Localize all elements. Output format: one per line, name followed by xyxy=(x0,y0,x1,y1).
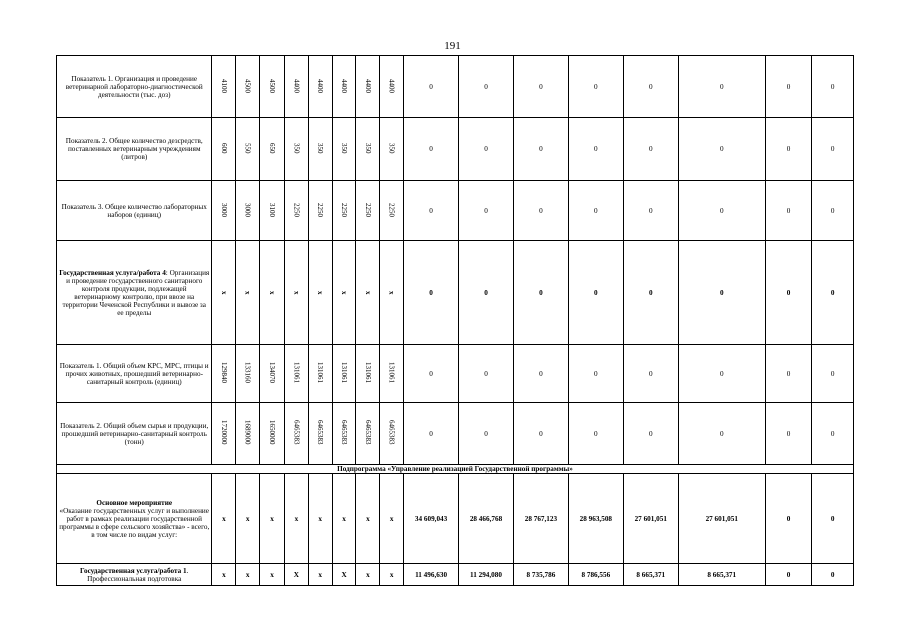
table-cell: 0 xyxy=(678,345,765,403)
table-cell: 27 601,051 xyxy=(678,474,765,564)
table-cell: 8 786,556 xyxy=(568,564,623,586)
table-row xyxy=(57,241,854,345)
vertical-value: 4400 xyxy=(292,78,301,93)
table-cell: 0 xyxy=(765,181,812,241)
table-cell: 0 xyxy=(568,56,623,118)
table-cell: 0 xyxy=(513,345,568,403)
table-cell: x xyxy=(284,474,308,564)
vertical-value: 133160 xyxy=(243,362,252,383)
activity-description: «Оказание государственных услуг и выполнение работ в рамках реализации государственной программы в сфере сельского хозяйства» - всего, в том числе по видам услуг: xyxy=(59,506,210,539)
vertical-value: 1720000 xyxy=(219,420,228,445)
vertical-value: 4400 xyxy=(363,78,372,93)
table-cell: 0 xyxy=(459,345,514,403)
table-cell: 0 xyxy=(765,118,812,181)
table-row xyxy=(57,474,854,564)
table-cell: 0 xyxy=(765,345,812,403)
table-cell: 0 xyxy=(404,56,459,118)
table-row xyxy=(57,118,854,181)
vertical-value: 6465383 xyxy=(387,420,396,445)
row-label xyxy=(57,564,212,586)
activity-title: Основное мероприятие xyxy=(96,498,173,507)
table-cell: X xyxy=(332,564,356,586)
table-cell: 34 609,043 xyxy=(404,474,459,564)
table-cell: 0 xyxy=(812,56,854,118)
vertical-value: x xyxy=(292,291,301,295)
vertical-value: 600 xyxy=(219,142,228,154)
vertical-value: 4400 xyxy=(316,78,325,93)
vertical-value: x xyxy=(340,291,349,295)
table-row xyxy=(57,465,854,474)
subprogram-title: Подпрограмма «Управление реализацией Государственной программы» xyxy=(57,465,854,474)
table-cell: 8 665,371 xyxy=(678,564,765,586)
vertical-value: 4500 xyxy=(268,78,277,93)
table-cell: 0 xyxy=(678,241,765,345)
vertical-value: 550 xyxy=(243,142,252,154)
row-label: Показатель 1. Организация и проведение ветеринарной лабораторно-диагностической деятельности (тыс. доз) xyxy=(57,56,212,118)
vertical-value: 4500 xyxy=(243,78,252,93)
table-cell: x xyxy=(308,564,332,586)
table-cell: 0 xyxy=(765,564,812,586)
table-cell: 0 xyxy=(678,118,765,181)
table-cell: 0 xyxy=(678,403,765,465)
table-cell: x xyxy=(308,474,332,564)
table-cell: 0 xyxy=(812,241,854,345)
row-label: Показатель 3. Общее количество лабораторных наборов (единиц) xyxy=(57,181,212,241)
table-cell: 28 963,508 xyxy=(568,474,623,564)
page-number: 191 xyxy=(444,40,461,52)
row-label xyxy=(57,241,212,345)
table-cell: x xyxy=(212,564,236,586)
vertical-value: x xyxy=(243,291,252,295)
table-cell: 27 601,051 xyxy=(623,474,678,564)
table-cell: 0 xyxy=(513,241,568,345)
table-cell: 0 xyxy=(765,56,812,118)
table-cell: x xyxy=(236,474,260,564)
row-label xyxy=(57,474,212,564)
service-description: . Профессиональная подготовка xyxy=(87,566,189,583)
vertical-value: 3000 xyxy=(219,202,228,217)
vertical-value: 350 xyxy=(340,142,349,154)
table-cell: 0 xyxy=(623,56,678,118)
table-cell: x xyxy=(332,474,356,564)
table-cell: 0 xyxy=(459,118,514,181)
table-cell: 0 xyxy=(568,403,623,465)
table-cell: 0 xyxy=(568,181,623,241)
budget-table xyxy=(56,55,854,586)
table-row xyxy=(57,345,854,403)
table-cell: 0 xyxy=(459,241,514,345)
vertical-value: 131061 xyxy=(363,362,372,383)
table-cell: 0 xyxy=(812,474,854,564)
vertical-value: 6465383 xyxy=(316,420,325,445)
table-cell: x xyxy=(356,564,380,586)
table-cell: 0 xyxy=(568,241,623,345)
vertical-value: 6465383 xyxy=(363,420,372,445)
table-cell: 0 xyxy=(513,118,568,181)
vertical-value: x xyxy=(219,291,228,295)
vertical-value: x xyxy=(363,291,372,295)
table-cell: 0 xyxy=(812,118,854,181)
table-cell: x xyxy=(380,564,404,586)
table-cell: x xyxy=(260,474,285,564)
table-cell: x xyxy=(380,474,404,564)
table-cell: 0 xyxy=(812,564,854,586)
table-row xyxy=(57,56,854,118)
table-cell: 0 xyxy=(459,181,514,241)
vertical-value: 4100 xyxy=(219,78,228,93)
vertical-value: 134070 xyxy=(268,362,277,383)
table-cell: 28 767,123 xyxy=(513,474,568,564)
table-cell: 0 xyxy=(623,345,678,403)
table-cell: 0 xyxy=(513,56,568,118)
vertical-value: 2250 xyxy=(387,202,396,217)
table-cell: x xyxy=(260,564,285,586)
table-cell: 0 xyxy=(404,345,459,403)
table-cell: 0 xyxy=(404,403,459,465)
vertical-value: 131061 xyxy=(387,362,396,383)
table-cell: 0 xyxy=(623,118,678,181)
table-row xyxy=(57,181,854,241)
table-cell: x xyxy=(236,564,260,586)
table-cell: 0 xyxy=(623,241,678,345)
vertical-value: 350 xyxy=(316,142,325,154)
vertical-value: 6465383 xyxy=(292,420,301,445)
vertical-value: 350 xyxy=(292,142,301,154)
table-cell: 0 xyxy=(765,474,812,564)
vertical-value: 350 xyxy=(363,142,372,154)
table-cell: 11 496,630 xyxy=(404,564,459,586)
vertical-value: 3100 xyxy=(268,202,277,217)
table-cell: 0 xyxy=(623,403,678,465)
table-cell: 0 xyxy=(678,56,765,118)
service-title: Государственная услуга/работа 1 xyxy=(80,566,187,575)
table-cell: 0 xyxy=(568,345,623,403)
table-cell: x xyxy=(212,474,236,564)
vertical-value: 6465383 xyxy=(340,420,349,445)
vertical-value: 2250 xyxy=(363,202,372,217)
table-cell: 0 xyxy=(812,181,854,241)
table-cell: x xyxy=(356,474,380,564)
vertical-value: 350 xyxy=(387,142,396,154)
table-cell: 8 735,786 xyxy=(513,564,568,586)
table-cell: 0 xyxy=(404,181,459,241)
table-cell: 0 xyxy=(404,118,459,181)
table-row xyxy=(57,403,854,465)
vertical-value: 131061 xyxy=(316,362,325,383)
service-description: : Организация и проведение государственного санитарного контроля продукции, подлежащей ветеринарному контролю, при ввозе на территории Чеченской Республики и вывозе за ее пределы xyxy=(62,268,210,317)
table-cell: 0 xyxy=(513,403,568,465)
vertical-value: 2250 xyxy=(340,202,349,217)
row-label: Показатель 1. Общий объем КРС, МРС, птицы и прочих животных, прошедший ветеринарно-санитарный контроль (единиц) xyxy=(57,345,212,403)
vertical-value: x xyxy=(387,291,396,295)
vertical-value: 650 xyxy=(268,142,277,154)
table-cell: 0 xyxy=(765,403,812,465)
table-cell: 0 xyxy=(459,403,514,465)
vertical-value: 2250 xyxy=(292,202,301,217)
vertical-value: 1689000 xyxy=(243,420,252,445)
vertical-value: x xyxy=(268,291,277,295)
service-title: Государственная услуга/работа 4 xyxy=(59,268,166,277)
vertical-value: 131061 xyxy=(340,362,349,383)
table-cell: 11 294,080 xyxy=(459,564,514,586)
table-cell: 0 xyxy=(404,241,459,345)
vertical-value: 3000 xyxy=(243,202,252,217)
table-cell: 0 xyxy=(812,345,854,403)
table-cell: 0 xyxy=(678,181,765,241)
table-cell: 0 xyxy=(459,56,514,118)
vertical-value: 1650000 xyxy=(268,420,277,445)
table-cell: 0 xyxy=(812,403,854,465)
row-label: Показатель 2. Общий объем сырья и продукции, прошедший ветеринарно-санитарный контроль (тонн) xyxy=(57,403,212,465)
table-cell: X xyxy=(284,564,308,586)
row-label: Показатель 2. Общее количество дезсредств, поставленных ветеринарным учреждениям (литров) xyxy=(57,118,212,181)
table-cell: 28 466,768 xyxy=(459,474,514,564)
table-cell: 8 665,371 xyxy=(623,564,678,586)
vertical-value: x xyxy=(316,291,325,295)
table-cell: 0 xyxy=(623,181,678,241)
vertical-value: 4400 xyxy=(387,78,396,93)
table-cell: 0 xyxy=(765,241,812,345)
table-cell: 0 xyxy=(513,181,568,241)
vertical-value: 129840 xyxy=(219,362,228,383)
vertical-value: 131061 xyxy=(292,362,301,383)
table-row xyxy=(57,564,854,586)
vertical-value: 4400 xyxy=(340,78,349,93)
table-cell: 0 xyxy=(568,118,623,181)
vertical-value: 2250 xyxy=(316,202,325,217)
